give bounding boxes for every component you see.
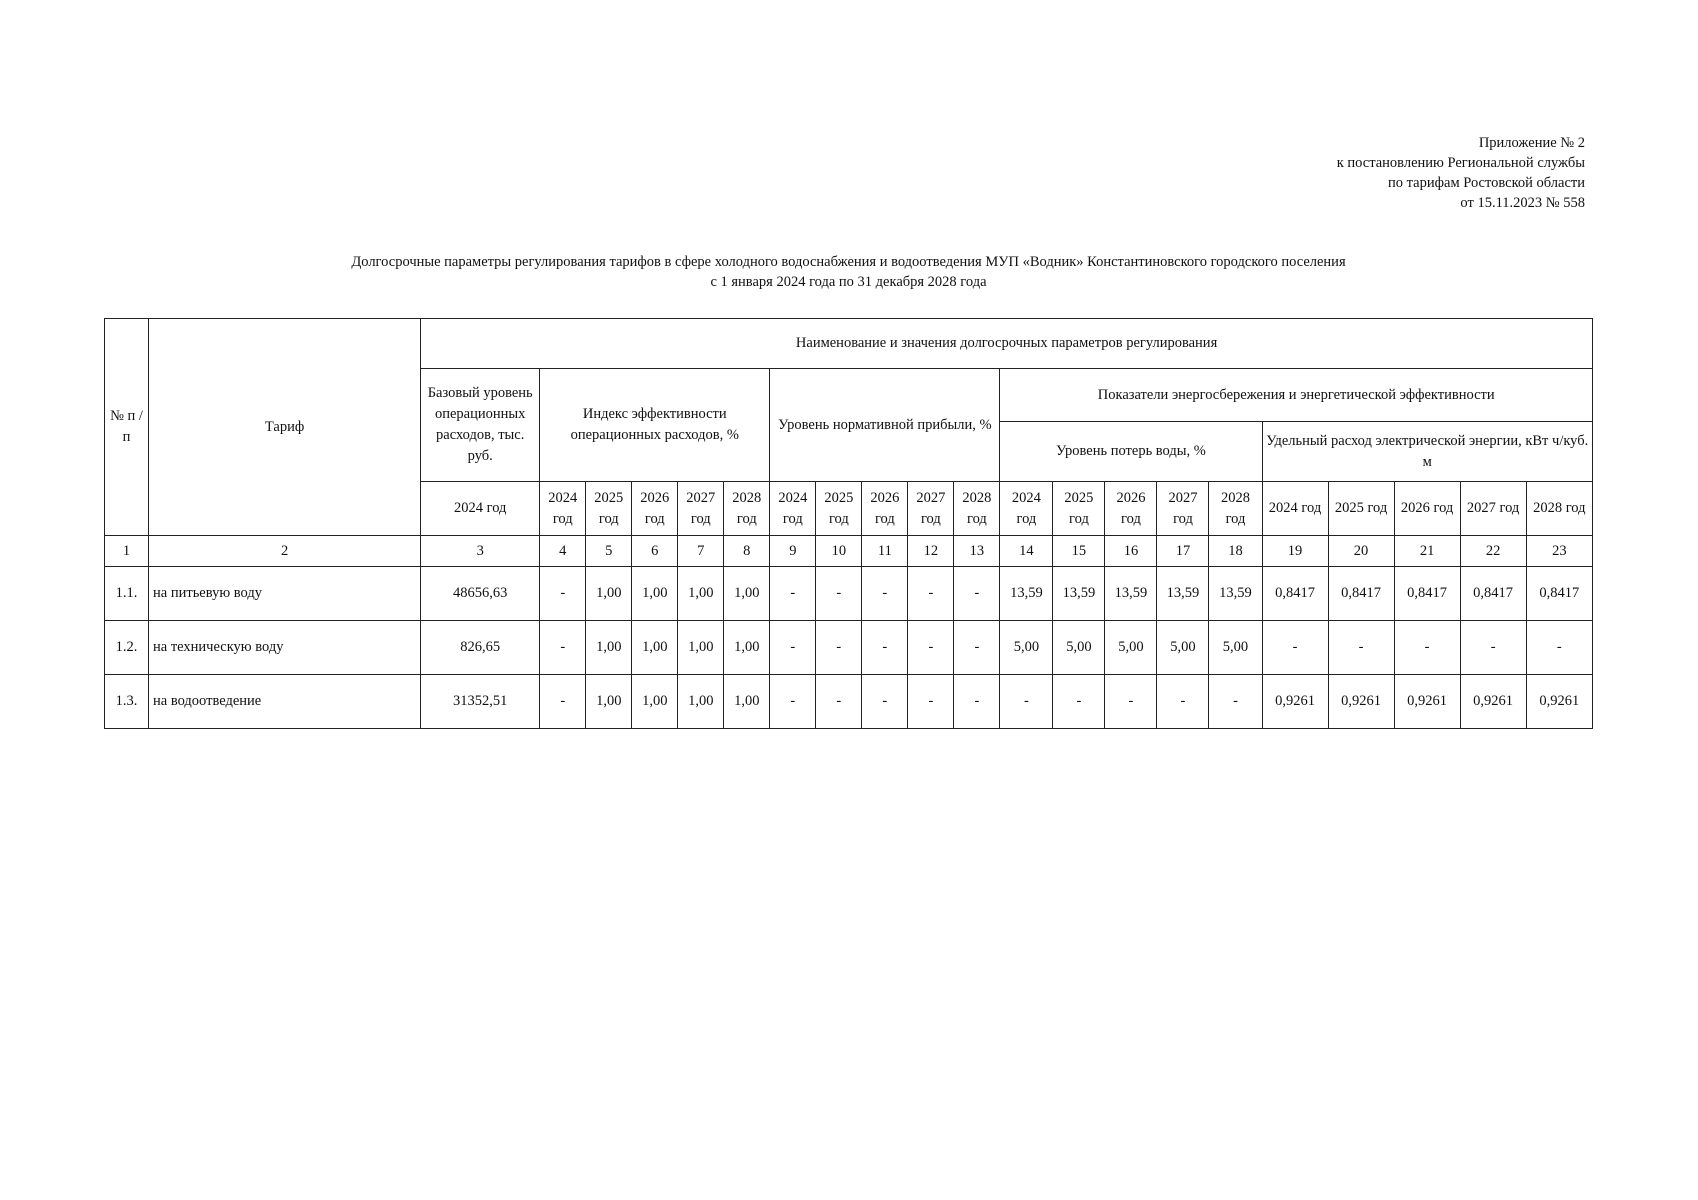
electricity-value: 0,9261 [1394, 675, 1460, 729]
losses-value: 13,59 [1053, 567, 1105, 621]
document-title [104, 252, 1593, 292]
efficiency-value: 1,00 [724, 675, 770, 729]
column-number: 11 [862, 536, 908, 567]
column-number: 1 [105, 536, 149, 567]
year-header: 2025 год [586, 482, 632, 536]
tariff-name: на питьевую воду [149, 567, 421, 621]
losses-value: - [1000, 675, 1053, 729]
appendix-reference: к постановлению Региональной службы [1336, 155, 1585, 171]
losses-value: 13,59 [1157, 567, 1209, 621]
table-row [105, 567, 1593, 621]
base-expenses-value: 826,65 [421, 621, 540, 675]
year-header: 2025 год [1053, 482, 1105, 536]
losses-value: 5,00 [1209, 621, 1262, 675]
year-header: 2028 год [1209, 482, 1262, 536]
year-header: 2025 год [816, 482, 862, 536]
column-numbering-row [105, 536, 1593, 567]
tariff-name: на техническую воду [149, 621, 421, 675]
header-energy-indicators: Показатели энергосбережения и энергетической эффективности [1000, 369, 1593, 422]
year-header: 2026 год [1394, 482, 1460, 536]
electricity-value: 0,9261 [1460, 675, 1526, 729]
header-tariff: Тариф [149, 319, 421, 536]
profit-value: - [816, 675, 862, 729]
year-header: 2027 год [678, 482, 724, 536]
base-expenses-value: 48656,63 [421, 567, 540, 621]
tariff-name: на водоотведение [149, 675, 421, 729]
column-number: 12 [908, 536, 954, 567]
losses-value: 5,00 [1157, 621, 1209, 675]
electricity-value: - [1394, 621, 1460, 675]
efficiency-value: 1,00 [678, 675, 724, 729]
efficiency-value: 1,00 [724, 567, 770, 621]
parameters-table [104, 318, 1593, 729]
profit-value: - [908, 621, 954, 675]
year-header: 2025 год [1328, 482, 1394, 536]
efficiency-value: 1,00 [632, 567, 678, 621]
year-header: 2024 год [1000, 482, 1053, 536]
losses-value: - [1105, 675, 1157, 729]
year-header: 2027 год [1460, 482, 1526, 536]
electricity-value: - [1262, 621, 1328, 675]
losses-value: - [1157, 675, 1209, 729]
profit-value: - [770, 675, 816, 729]
column-number: 6 [632, 536, 678, 567]
table-row [105, 621, 1593, 675]
year-header: 2028 год [1526, 482, 1592, 536]
year-header: 2028 год [724, 482, 770, 536]
row-number: 1.2. [105, 621, 149, 675]
electricity-value: 0,8417 [1262, 567, 1328, 621]
electricity-value: - [1328, 621, 1394, 675]
header-efficiency-index: Индекс эффективности операционных расходов, % [540, 369, 770, 482]
column-number: 3 [421, 536, 540, 567]
title-line-2: с 1 января 2024 года по 31 декабря 2028 года [710, 274, 987, 290]
efficiency-value: - [540, 621, 586, 675]
appendix-date: от 15.11.2023 № 558 [1460, 195, 1585, 211]
appendix-header [1085, 133, 1585, 213]
column-number: 8 [724, 536, 770, 567]
column-number: 4 [540, 536, 586, 567]
efficiency-value: 1,00 [586, 621, 632, 675]
header-water-losses: Уровень потерь воды, % [1000, 422, 1262, 482]
base-expenses-value: 31352,51 [421, 675, 540, 729]
column-number: 5 [586, 536, 632, 567]
efficiency-value: 1,00 [586, 567, 632, 621]
table-row [105, 675, 1593, 729]
electricity-value: 0,8417 [1526, 567, 1592, 621]
header-base-year: 2024 год [421, 482, 540, 536]
header-parameters: Наименование и значения долгосрочных параметров регулирования [421, 319, 1593, 369]
electricity-value: 0,9261 [1526, 675, 1592, 729]
electricity-value: 0,8417 [1460, 567, 1526, 621]
column-number: 17 [1157, 536, 1209, 567]
column-number: 15 [1053, 536, 1105, 567]
header-number: № п /п [105, 319, 149, 536]
electricity-value: 0,8417 [1394, 567, 1460, 621]
efficiency-value: 1,00 [632, 675, 678, 729]
losses-value: - [1053, 675, 1105, 729]
year-header: 2026 год [1105, 482, 1157, 536]
electricity-value: - [1460, 621, 1526, 675]
efficiency-value: - [540, 675, 586, 729]
appendix-number: Приложение № 2 [1478, 135, 1585, 151]
column-number: 7 [678, 536, 724, 567]
losses-value: 13,59 [1209, 567, 1262, 621]
efficiency-value: 1,00 [586, 675, 632, 729]
column-number: 22 [1460, 536, 1526, 567]
header-electricity-consumption: Удельный расход электрической энергии, кВт ч/куб. м [1262, 422, 1593, 482]
losses-value: 13,59 [1105, 567, 1157, 621]
profit-value: - [862, 567, 908, 621]
electricity-value: - [1526, 621, 1592, 675]
year-header: 2026 год [632, 482, 678, 536]
profit-value: - [770, 567, 816, 621]
column-number: 9 [770, 536, 816, 567]
electricity-value: 0,8417 [1328, 567, 1394, 621]
profit-value: - [862, 621, 908, 675]
efficiency-value: 1,00 [678, 621, 724, 675]
efficiency-value: 1,00 [632, 621, 678, 675]
column-number: 21 [1394, 536, 1460, 567]
losses-value: 13,59 [1000, 567, 1053, 621]
profit-value: - [908, 567, 954, 621]
year-header: 2026 год [862, 482, 908, 536]
profit-value: - [816, 567, 862, 621]
profit-value: - [954, 675, 1000, 729]
row-number: 1.3. [105, 675, 149, 729]
year-header: 2027 год [908, 482, 954, 536]
year-header: 2024 год [540, 482, 586, 536]
profit-value: - [862, 675, 908, 729]
year-header: 2028 год [954, 482, 1000, 536]
column-number: 16 [1105, 536, 1157, 567]
year-header: 2024 год [770, 482, 816, 536]
losses-value: 5,00 [1000, 621, 1053, 675]
profit-value: - [770, 621, 816, 675]
column-number: 14 [1000, 536, 1053, 567]
title-line-1: Долгосрочные параметры регулирования тарифов в сфере холодного водоснабжения и водоотведения МУП «Водник» Константиновского городского поселения [351, 254, 1346, 270]
column-number: 19 [1262, 536, 1328, 567]
losses-value: - [1209, 675, 1262, 729]
electricity-value: 0,9261 [1262, 675, 1328, 729]
efficiency-value: - [540, 567, 586, 621]
column-number: 23 [1526, 536, 1592, 567]
row-number: 1.1. [105, 567, 149, 621]
profit-value: - [816, 621, 862, 675]
column-number: 10 [816, 536, 862, 567]
efficiency-value: 1,00 [678, 567, 724, 621]
column-number: 13 [954, 536, 1000, 567]
header-base-expenses: Базовый уровень операционных расходов, тыс. руб. [421, 369, 540, 482]
appendix-authority: по тарифам Ростовской области [1388, 175, 1585, 191]
losses-value: 5,00 [1105, 621, 1157, 675]
profit-value: - [954, 567, 1000, 621]
profit-value: - [954, 621, 1000, 675]
column-number: 20 [1328, 536, 1394, 567]
electricity-value: 0,9261 [1328, 675, 1394, 729]
losses-value: 5,00 [1053, 621, 1105, 675]
year-header: 2027 год [1157, 482, 1209, 536]
column-number: 18 [1209, 536, 1262, 567]
efficiency-value: 1,00 [724, 621, 770, 675]
header-profit-level: Уровень нормативной прибыли, % [770, 369, 1000, 482]
profit-value: - [908, 675, 954, 729]
year-header: 2024 год [1262, 482, 1328, 536]
column-number: 2 [149, 536, 421, 567]
